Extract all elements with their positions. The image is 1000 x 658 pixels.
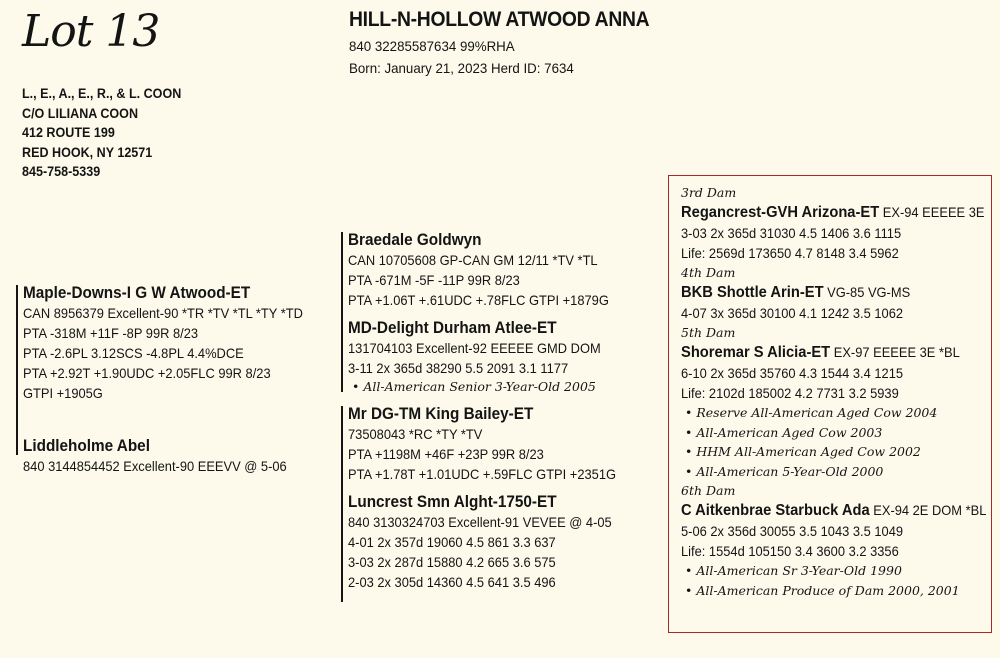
dam4-line: 4-07 3x 365d 30100 4.1 1242 3.5 1062 (681, 305, 904, 321)
sire-name: Maple-Downs-I G W Atwood-ET (23, 283, 251, 302)
dam6-award: • All-American Sr 3-Year-Old 1990 (685, 561, 1000, 581)
owner-address (22, 84, 181, 182)
sire-sire-line: PTA +1.06T +.61UDC +.78FLC GTPI +1879G (348, 292, 609, 308)
pedigree-bracket-dam (341, 406, 343, 602)
sire-line: PTA -2.6PL 3.12SCS -4.8PL 4.4%DCE (23, 345, 244, 361)
dam3-label: 3rd Dam (681, 185, 737, 200)
dam-sire-name: Mr DG-TM King Bailey-ET (348, 404, 534, 423)
sire-dam-block (348, 318, 623, 396)
owner-line: C/O LILIANA COON (22, 105, 139, 121)
sire-line: CAN 8956379 Excellent-90 *TR *TV *TL *TY *TD (23, 305, 303, 321)
dam-dam-line: 3-03 2x 287d 15880 4.2 665 3.6 575 (348, 554, 556, 570)
dam3-name: Regancrest-GVH Arizona-ET (681, 204, 880, 221)
dam4-label: 4th Dam (681, 265, 736, 280)
sire-dam-award: • All-American Senior 3-Year-Old 2005 (352, 378, 623, 396)
dam-dam-line: 2-03 2x 305d 14360 4.5 641 3.5 496 (348, 574, 556, 590)
dam-dam-line: 840 3130324703 Excellent-91 VEVEE @ 4-05 (348, 514, 612, 530)
dam5-award: • All-American Aged Cow 2003 (685, 423, 1000, 443)
sire-sire-name: Braedale Goldwyn (348, 230, 482, 249)
owner-line: 412 ROUTE 199 (22, 125, 115, 140)
dam6-label: 6th Dam (681, 483, 736, 498)
sire-dam-line: 131704103 Excellent-92 EEEEE GMD DOM (348, 340, 601, 356)
dam-sire-line: PTA +1198M +46F +23P 99R 8/23 (348, 446, 544, 462)
lot-number: Lot 13 (22, 6, 160, 57)
dam-sire-line: 73508043 *RC *TY *TV (348, 426, 483, 442)
dam6-award: • All-American Produce of Dam 2000, 2001 (685, 581, 1000, 601)
dam-block (23, 436, 310, 476)
animal-name: HILL-N-HOLLOW ATWOOD ANNA (349, 8, 650, 31)
dam4-name: BKB Shottle Arin-ET (681, 284, 824, 301)
dam-sire-block (348, 404, 639, 484)
dam5-name: Shoremar S Alicia-ET (681, 344, 831, 361)
pedigree-bracket-sire (341, 232, 343, 392)
sire-line: PTA -318M +11F -8P 99R 8/23 (23, 325, 199, 341)
dam6-line: 5-06 2x 356d 30055 3.5 1043 3.5 1049 (681, 523, 904, 539)
dam5-award: • All-American 5-Year-Old 2000 (685, 462, 1000, 482)
owner-line: L., E., A., E., R., & L. COON (22, 86, 182, 101)
dam3-line: 3-03 2x 365d 31030 4.5 1406 3.6 1115 (681, 225, 902, 241)
dam5-class: EX-97 EEEEE 3E *BL (833, 344, 960, 360)
dam-dam-line: 4-01 2x 357d 19060 4.5 861 3.3 637 (348, 534, 556, 550)
dam3-line: Life: 2569d 173650 4.7 8148 3.4 5962 (681, 245, 899, 261)
dam5-award: • Reserve All-American Aged Cow 2004 (685, 403, 1000, 423)
extended-pedigree (681, 183, 1000, 600)
dam-line: 840 3144854452 Excellent-90 EEEVV @ 5-06 (23, 458, 287, 474)
dam5-award: • HHM All-American Aged Cow 2002 (685, 442, 1000, 462)
owner-line: RED HOOK, NY 12571 (22, 144, 153, 160)
dam-dam-block (348, 492, 635, 592)
pedigree-bracket-left (16, 285, 18, 455)
dam-sire-line: PTA +1.78T +1.01UDC +.59FLC GTPI +2351G (348, 466, 617, 482)
dam5-line: Life: 2102d 185002 4.2 7731 3.2 5939 (681, 385, 899, 401)
sire-sire-line: CAN 10705608 GP-CAN GM 12/11 *TV *TL (348, 252, 598, 268)
dam4-heading (681, 282, 986, 303)
animal-born-line: Born: January 21, 2023 Herd ID: 7634 (349, 60, 574, 76)
dam3-class: EX-94 EEEEE 3E (882, 204, 985, 220)
sire-sire-line: PTA -671M -5F -11P 99R 8/23 (348, 272, 520, 288)
dam-dam-name: Luncrest Smn Alght-1750-ET (348, 492, 557, 511)
dam6-heading (681, 500, 986, 521)
dam5-label: 5th Dam (681, 325, 736, 340)
sire-line: GTPI +1905G (23, 385, 103, 401)
owner-line: 845-758-5339 (22, 164, 101, 179)
dam6-line: Life: 1554d 105150 3.4 3600 3.2 3356 (681, 543, 899, 559)
sire-line: PTA +2.92T +1.90UDC +2.05FLC 99R 8/23 (23, 365, 271, 381)
dam6-name: C Aitkenbrae Starbuck Ada (681, 502, 870, 519)
sire-dam-line: 3-11 2x 365d 38290 5.5 2091 3.1 1177 (348, 360, 569, 376)
sire-dam-name: MD-Delight Durham Atlee-ET (348, 318, 557, 337)
sire-sire-block (348, 230, 632, 310)
dam6-class: EX-94 2E DOM *BL (873, 502, 987, 518)
dam4-class: VG-85 VG-MS (827, 284, 911, 300)
sire-block (23, 283, 327, 403)
dam5-line: 6-10 2x 365d 35760 4.3 1544 3.4 1215 (681, 365, 904, 381)
animal-id-line: 840 32285587634 99%RHA (349, 38, 515, 54)
dam-name: Liddleholme Abel (23, 436, 150, 455)
dam5-heading (681, 342, 986, 363)
dam3-heading (681, 202, 986, 223)
